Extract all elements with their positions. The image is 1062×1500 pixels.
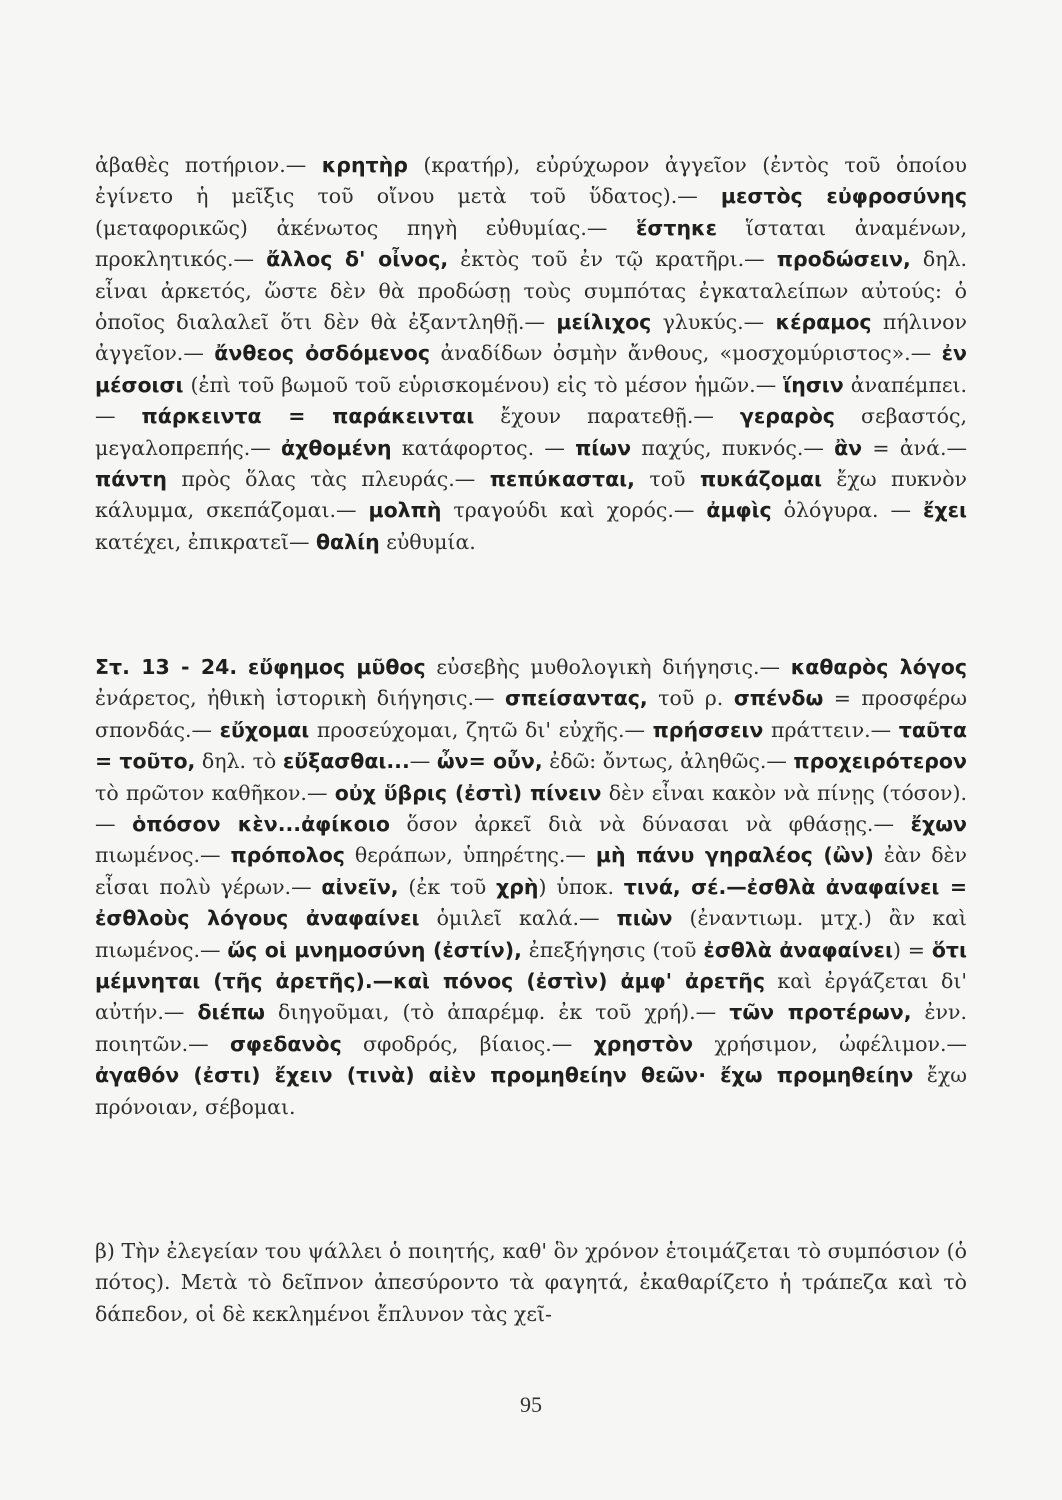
gloss-text: ἐνάρετος, ἠθικὴ ἱστορικὴ διήγησις.— [95,686,505,711]
headword: ἔχων [910,812,967,837]
headword: κέραμος [775,310,872,335]
gloss-text: ὁλόγυρα. — [771,498,923,523]
gloss-text: ἀβαθὲς ποτήριον.— [95,153,322,177]
headword: κρητὴρ [321,153,408,177]
gloss-text: = ἀνά.— [862,435,967,460]
gloss-text: ἐνν. ποιητῶν.— [95,1000,967,1056]
headword: χρὴ [496,874,539,899]
gloss-text: ἐδῶ: ὄντως, ἀληθῶς.— [542,749,794,774]
gloss-text: ἀναπέμπει.— [95,372,967,429]
gloss-text: πράττειν.— [763,717,899,742]
gloss-text: σεβαστός, μεγαλοπρεπής.— [95,404,967,460]
gloss-text: εὐσεβὴς μυθολογικὴ διήγησις.— [425,655,791,679]
gloss-text: — [409,749,437,774]
gloss-text: ἔχω πυκνὸν κάλυμμα, σκεπάζομαι.— [95,467,967,523]
gloss-text: δὲν εἶναι κακὸν νὰ πίνῃς (τόσον).— [95,780,967,837]
headword: ἀχθομένη [281,435,392,460]
headword: πάρκειντα = παράκεινται [141,404,475,429]
gloss-text: ἐκτὸς τοῦ ἐν τῷ κρατῆρι.— [448,247,777,272]
headword: ὦν= οὖν, [436,749,543,774]
gloss-text: ὁμιλεῖ καλά.— [419,906,617,931]
headword: μολπὴ [368,498,442,523]
headword: γεραρὸς [739,404,835,429]
headword: τινά, σέ.—ἐσθλὰ ἀναφαίνει = ἐσθλοὺς λόγους ἀναφαίνει [95,874,967,931]
headword: πάντη [95,467,167,492]
gloss-text: (ἐπὶ τοῦ βωμοῦ τοῦ εὑρισκομένου) εἰς τὸ μέσον ἡμῶν.— [183,372,784,397]
headword: πίων [575,435,632,460]
gloss-text: ) = [892,937,932,962]
gloss-text: εὐθυμία. [379,529,476,554]
gloss-text: πιωμένος.— [95,843,231,868]
headword: ταῦτα = τοῦτο, [95,717,967,774]
gloss-text: δηλ. εἶναι ἀρκετός, ὥστε δὲν θὰ προδώσῃ τοὺς συμπότας ἐγκαταλείπων αὐτούς: ὁ ὁποῖος διαλαλεῖ ὅτι δὲν θὰ ἐξαντληθῇ.— [95,247,967,335]
headword: πεπύκασται, [489,467,635,492]
gloss-text [237,655,248,679]
headword: προχειρότερον [793,749,967,774]
headword: Στ. 13 - 24. [95,655,238,679]
gloss-text: δηλ. τὸ [195,749,283,774]
gloss-text: ἐὰν δὲν εἶσαι πολὺ γέρων.— [95,843,967,899]
gloss-text: σφοδρός, βίαιος.— [341,1031,594,1056]
headword: χρηστὸν [593,1031,694,1056]
gloss-text: ἔχουν παρατεθῇ.— [474,404,740,429]
gloss-text: (μεταφορικῶς) ἀκένωτος πηγὴ εὐθυμίας.— [95,215,636,240]
headword: σφεδανὸς [229,1031,342,1056]
headword: πυκάζομαι [699,467,822,492]
gloss-text: τραγούδι καὶ χορός.— [441,498,707,523]
headword: πιὼν [616,906,673,931]
headword: ἐν μέσοισι [95,341,968,397]
headword: μεστὸς εὐφροσύνης [720,184,968,209]
gloss-text: κατάφορτος. — [391,435,576,460]
gloss-text: ) ὑποκ. [538,874,624,899]
gloss-text: ἀναδίδων ὀσμὴν ἄνθους, «μοσχομύριστος».— [430,341,942,366]
gloss-text: χρήσιμον, ὠφέλιμον.— [693,1031,967,1056]
gloss-text: τοῦ [634,467,700,492]
glossary-paragraph-2 [95,652,967,1123]
page-number: 95 [520,1392,542,1417]
headword: σπείσαντας, [504,686,648,711]
headword: ἐσθλὰ ἀναφαίνει [703,937,893,962]
headword: σπένδω [733,686,824,711]
gloss-text: πρὸς ὅλας τὰς πλευράς.— [166,467,490,492]
headword: αἰνεῖν, [321,874,399,899]
headword: προδώσειν, [776,247,911,272]
headword: ἕστηκε [635,215,718,240]
gloss-text: τοῦ ρ. [647,686,734,711]
headword: μὴ πάνυ γηραλέος (ὢν) [595,843,874,868]
gloss-text: ἵσταται ἀναμένων, προκλητικός.— [95,215,967,272]
headword: καθαρὸς λόγος [790,655,967,679]
gloss-text: πήλινον ἀγγεῖον.— [95,310,967,366]
gloss-text: παχύς, πυκνός.— [631,435,835,460]
headword: εὔξασθαι... [282,749,410,774]
headword: διέπω [197,1000,265,1025]
body-paragraph-b [95,1236,967,1330]
gloss-text: β) Τὴν ἐλεγείαν του ψάλλει ὁ ποιητής, καθ' ὃν χρόνον ἑτοιμάζεται τὸ συμπόσιον (ὁ πότος). Μετὰ τὸ δεῖπνον ἀπεσύροντο τὰ φαγητά, ἐκαθαρίζετο ἡ τράπεζα καὶ τὸ δάπεδον, οἱ δὲ κεκλημένοι ἔπλυνον τὰς χεῖ- [95,1239,967,1326]
headword: ὥς οἱ μνημοσύνη (ἐστίν), [227,937,522,962]
headword: ἄνθεος ὀσδόμενος [214,341,431,366]
headword: ἵησιν [783,372,844,397]
gloss-text: τὸ πρῶτον καθῆκον.— [95,780,335,805]
gloss-text: (κρατήρ), εὐρύχωρον ἀγγεῖον (ἐντὸς τοῦ ὁποίου ἐγίνετο ἡ μεῖξις τοῦ οἴνου μετὰ τοῦ ὕδατος).— [95,153,967,209]
headword: πρόπολος [230,843,345,868]
headword: ὅτι μέμνηται (τῆς ἀρετῆς).—καὶ πόνος (ἐστὶν) ἀμφ' ἀρετῆς [95,937,967,994]
gloss-text: (ἐκ τοῦ [398,874,497,899]
headword: ἔχει [922,498,967,523]
headword: πρήσσειν [652,717,764,742]
headword: ὁπόσον κὲν...ἀφίκοιο [132,812,390,837]
headword: ἀγαθόν (ἐστι) ἔχειν (τινὰ) αἰὲν προμηθείην θεῶν· ἔχω προμηθείην [95,1063,914,1088]
gloss-text: διηγοῦμαι, (τὸ ἀπαρέμφ. ἐκ τοῦ χρή).— [265,1000,730,1025]
headword: τῶν προτέρων, [729,1000,912,1025]
gloss-text: = προσφέρω σπονδάς.— [95,686,968,742]
headword: μείλιχος [556,310,652,335]
gloss-text: ἐπεξήγησις (τοῦ [521,937,704,962]
headword: εὔχομαι [219,717,310,742]
headword: ἀμφὶς [706,498,772,523]
gloss-text: καὶ ἐργάζεται δι' αὐτήν.— [95,969,967,1025]
headword: ἂν [834,435,863,460]
gloss-text: ὅσον ἀρκεῖ διὰ νὰ δύνασαι νὰ φθάσῃς.— [389,812,911,837]
headword: οὐχ ὕβρις (ἐστὶ) πίνειν [334,780,602,805]
gloss-text: (ἐναντιωμ. μτχ.) ἂν καὶ πιωμένος.— [95,906,967,962]
gloss-text: προσεύχομαι, ζητῶ δι' εὐχῆς.— [309,717,653,742]
gloss-text: γλυκύς.— [651,310,776,335]
gloss-text: θεράπων, ὑπηρέτης.— [344,843,596,868]
headword: θαλίη [315,529,380,554]
glossary-paragraph-1 [95,150,967,558]
headword: εὔφημος μῦθος [247,655,426,679]
headword: ἄλλος δ' οἶνος, [266,247,449,272]
gloss-text: κατέχει, ἐπικρατεῖ— [95,529,316,554]
gloss-text: ἔχω πρόνοιαν, σέβομαι. [95,1063,968,1119]
